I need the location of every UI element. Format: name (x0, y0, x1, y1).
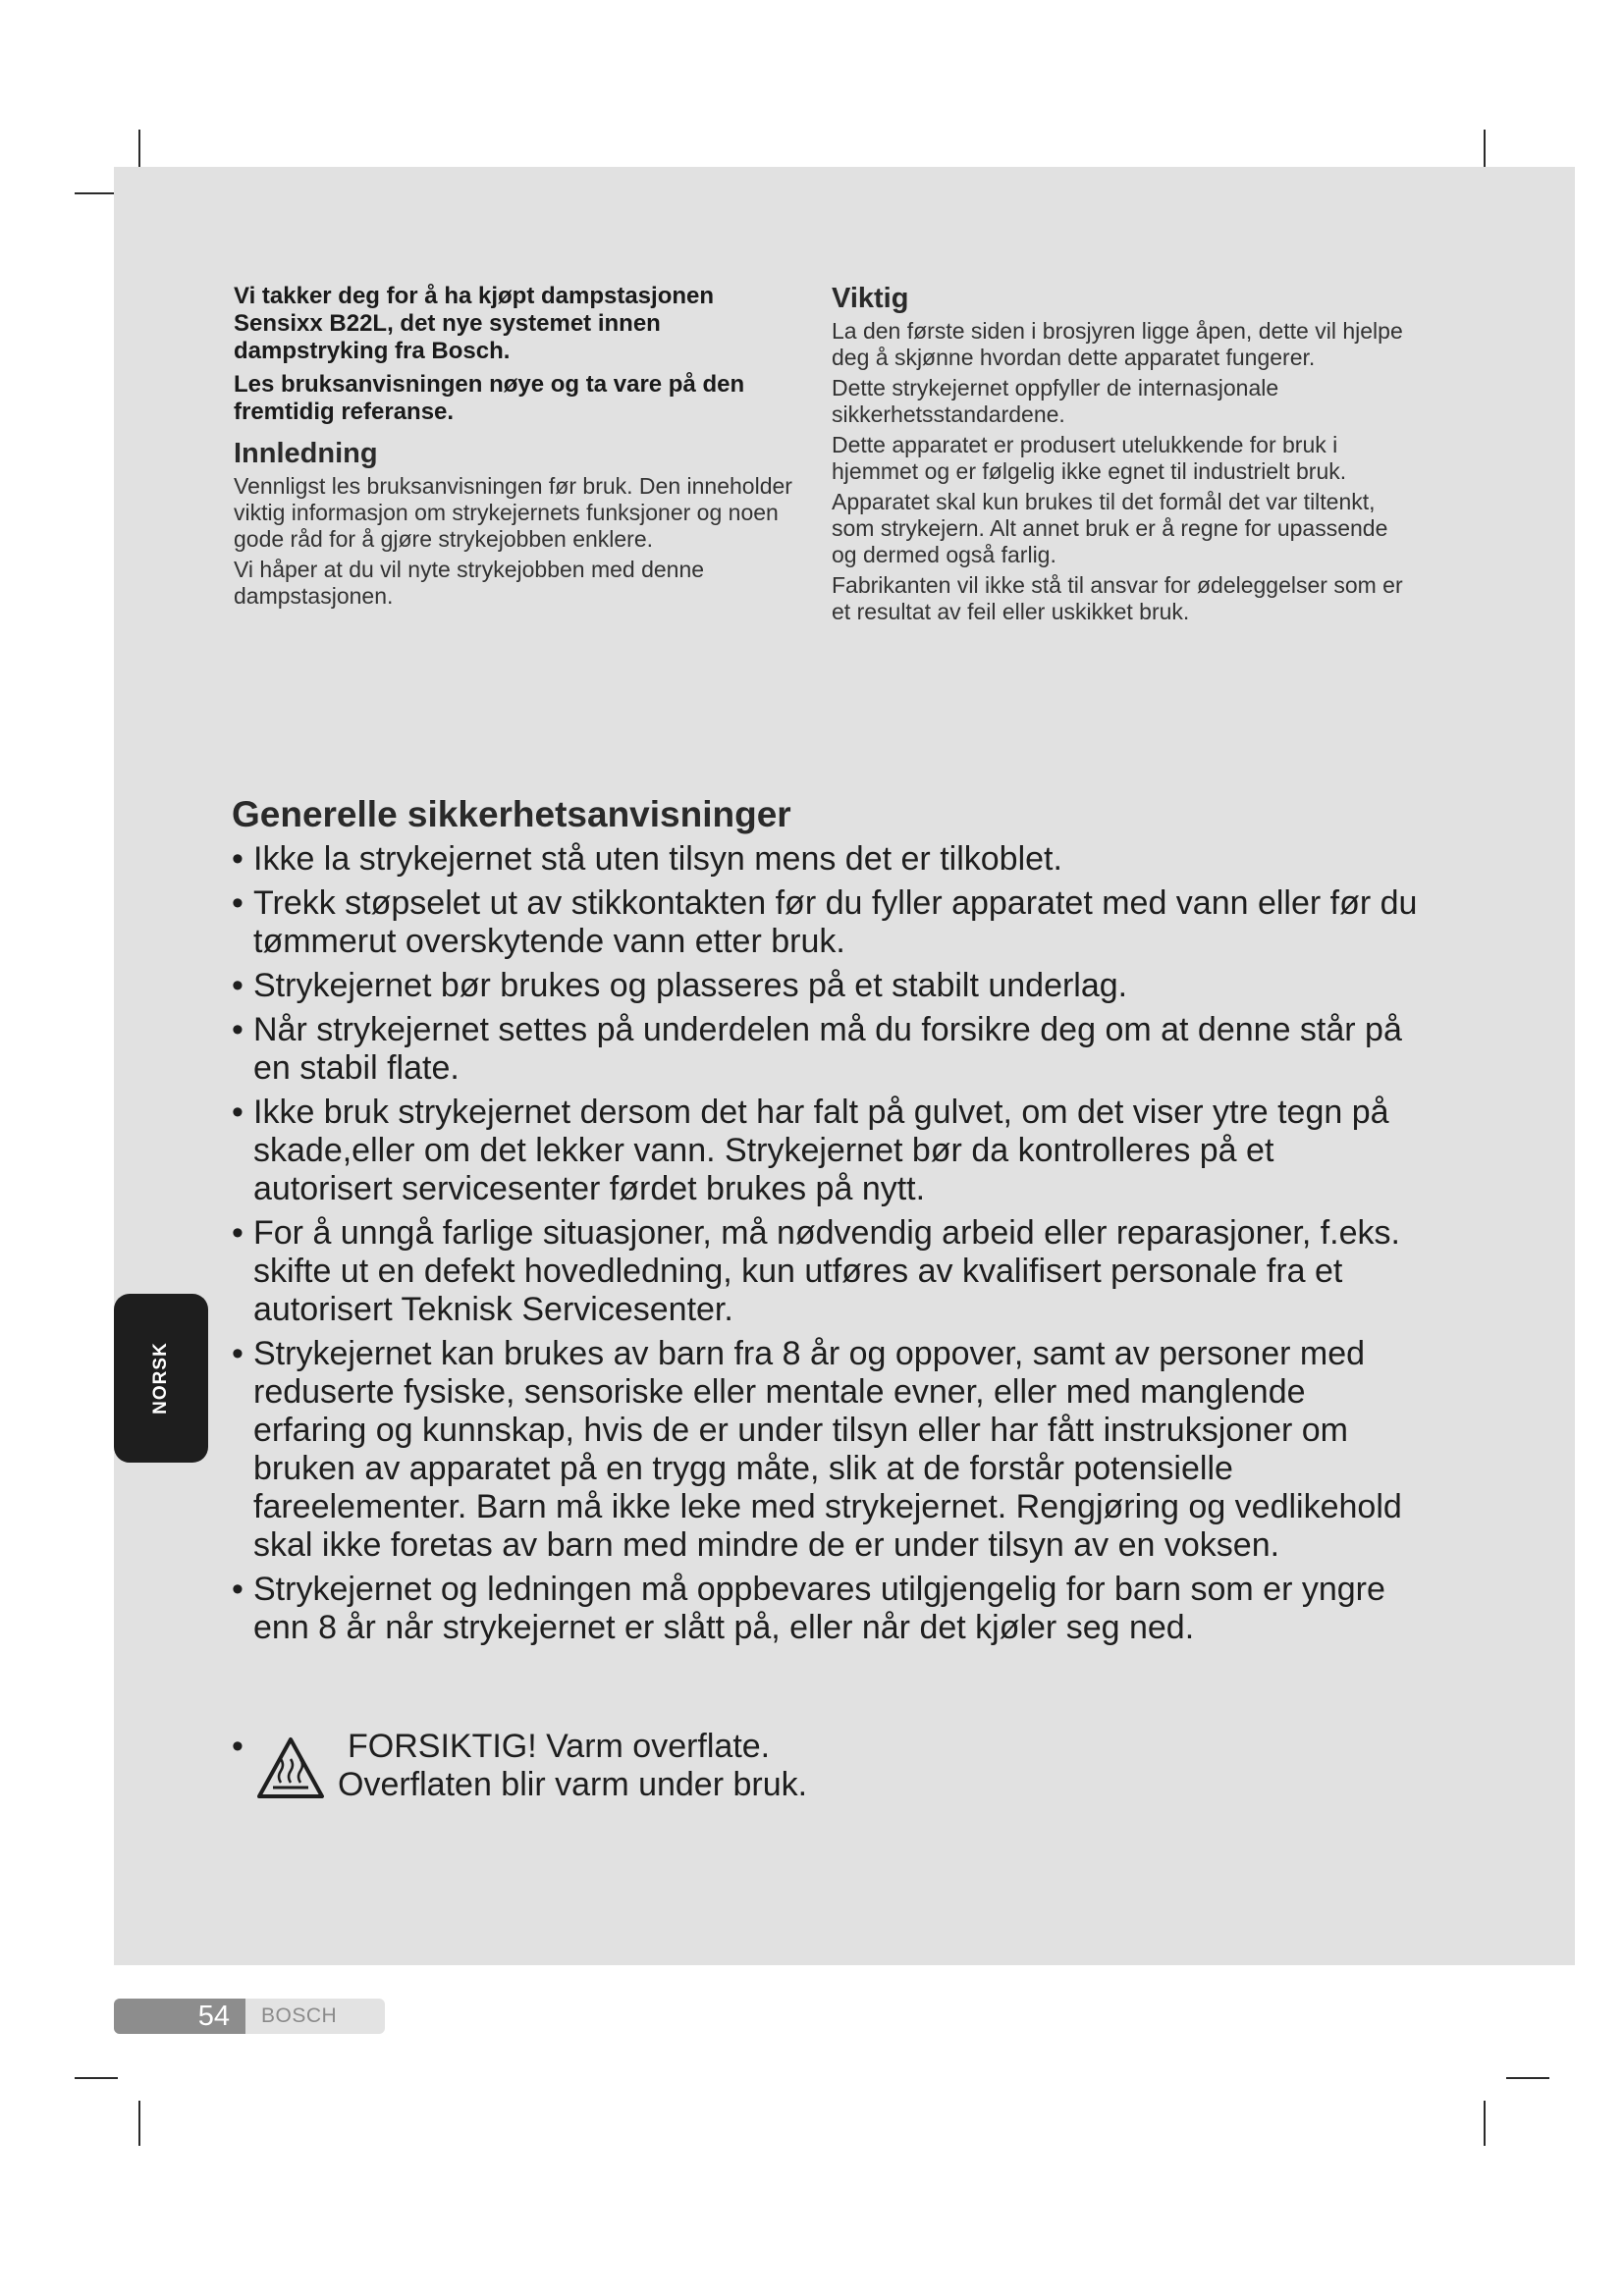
list-item (232, 1214, 1420, 1329)
bullet-icon: • (232, 1011, 244, 1048)
viktig-column (832, 283, 1403, 629)
list-item (232, 1094, 1420, 1208)
list-item-text: Ikke bruk strykejernet dersom det har falt på gulvet, om det viser ytre tegn på skade,eller om det lekker vann. Strykejernet bør da kontrolleres på et autorisert servicesenter førdet brukes på nytt. (253, 1094, 1389, 1207)
viktig-paragraph: Fabrikanten vil ikke stå til ansvar for ødeleggelser som er et resultat av feil eller uskikket bruk. (832, 572, 1403, 624)
list-item-text: For å unngå farlige situasjoner, må nødvendig arbeid eller reparasjoner, f.eks. skifte ut en defekt hovedledning, kun utføres av kvalifisert personale fra et autorisert Teknisk Servicesenter. (253, 1214, 1400, 1328)
bullet-icon: • (232, 1571, 244, 1608)
viktig-heading: Viktig (832, 283, 909, 314)
crop-mark (75, 192, 118, 194)
list-item-text: Trekk støpselet ut av stikkontakten før du fyller apparatet med vann eller før du tømmerut overskytende vann etter bruk. (253, 884, 1418, 960)
innledning-paragraph: Vi håper at du vil nyte strykejobben med denne dampstasjonen. (234, 557, 705, 609)
viktig-paragraph: Dette apparatet er produsert utelukkende for bruk i hjemmet og er følgelig ikke egnet til industrielt bruk. (832, 432, 1347, 484)
viktig-paragraph: Dette strykejernet oppfyller de internasjonale sikkerhetsstandardene. (832, 375, 1279, 427)
list-item (232, 840, 1420, 879)
list-item (232, 1571, 1420, 1647)
list-item (232, 967, 1420, 1005)
warning-description: Overflaten blir varm under bruk. (338, 1766, 808, 1803)
list-item (232, 884, 1420, 961)
bullet-icon: • (232, 840, 244, 878)
intro-column (234, 283, 803, 614)
list-item-text: Strykejernet kan brukes av barn fra 8 år og oppover, samt av personer med reduserte fysiske, sensoriske eller mentale evner, eller med manglende erfaring og kunnskap, hvis de er under tilsyn eller har fått instruksjoner om bruken av apparatet på en trygg måte, slik at de forstår potensielle fareelementer. Barn må ikke leke med strykejernet. Rengjøring og vedlikehold skal ikke foretas av barn med mindre de er under tilsyn av en voksen. (253, 1335, 1402, 1564)
safety-heading: Generelle sikkerhetsanvisninger (232, 794, 791, 834)
bullet-icon: • (232, 1214, 244, 1252)
thanks-text: Vi takker deg for å ha kjøpt dampstasjonen Sensixx B22L, det nye systemet innen dampstryking fra Bosch. (234, 283, 715, 364)
innledning-paragraph: Vennligst les bruksanvisningen før bruk. Den inneholder viktig informasjon om strykejernets funksjoner og noen gode råd for å gjøre strykejobben enklere. (234, 473, 792, 552)
list-item-text: Ikke la strykejernet stå uten tilsyn mens det er tilkoblet. (253, 840, 1062, 878)
innledning-heading: Innledning (234, 438, 378, 469)
crop-mark (138, 2101, 140, 2146)
page-number: 54 (197, 2001, 230, 2032)
viktig-paragraph: La den første siden i brosjyren ligge åpen, dette vil hjelpe deg å skjønne hvordan dette apparatet fungerer. (832, 318, 1403, 370)
language-tab (114, 1294, 208, 1463)
bullet-icon: • (232, 1335, 244, 1372)
read-instructions-text: Les bruksanvisningen nøye og ta vare på den fremtidig referanse. (234, 371, 745, 425)
list-item-text: Strykejernet og ledningen må oppbevares utilgjengelig for barn som er yngre enn 8 år når strykejernet er slått på, eller når det kjøler seg ned. (253, 1571, 1385, 1646)
page-number-box (114, 1999, 245, 2034)
crop-mark (1506, 2077, 1549, 2079)
bullet-icon: • (232, 884, 244, 922)
list-item-text: Når strykejernet settes på underdelen må du forsikre deg om at denne står på en stabil flate. (253, 1011, 1402, 1087)
safety-list (232, 840, 1420, 1653)
list-item-text: Strykejernet bør brukes og plasseres på et stabilt underlag. (253, 967, 1128, 1004)
bullet-icon: • (232, 1094, 244, 1131)
bullet-icon: • (232, 967, 244, 1004)
crop-mark (75, 2077, 118, 2079)
warning-title: FORSIKTIG! Varm overflate. (348, 1728, 771, 1765)
brand-label: BOSCH (261, 2004, 338, 2027)
page-footer (114, 1999, 385, 2034)
bullet-icon: • (232, 1728, 244, 1765)
crop-mark (1484, 2101, 1486, 2146)
hot-surface-warning-icon (255, 1735, 326, 1800)
language-tab-label: NORSK (150, 1342, 171, 1415)
list-item (232, 1011, 1420, 1088)
list-item (232, 1335, 1420, 1565)
viktig-paragraph: Apparatet skal kun brukes til det formål det var tiltenkt, som strykejern. Alt annet bruk er å regne for upassende og dermed også farlig. (832, 489, 1388, 567)
